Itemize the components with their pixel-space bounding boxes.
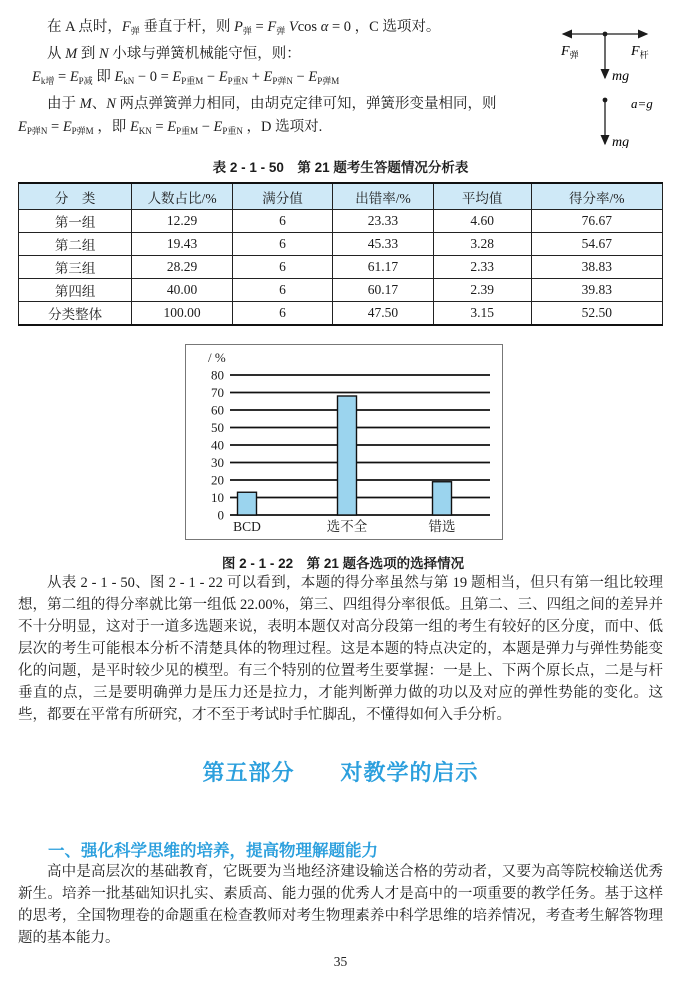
- table-header-cell: 得分率/%: [531, 183, 662, 210]
- bar: [238, 492, 257, 515]
- table-cell: 分类整体: [19, 302, 132, 326]
- rod-force-label: $F_杆$: [631, 44, 649, 60]
- table-cell: 60.17: [333, 279, 433, 302]
- table-cell: 第二组: [19, 233, 132, 256]
- table-row: [19, 233, 663, 256]
- chart-caption: 图 2 - 1 - 22 第 21 题各选项的选择情况: [221, 556, 465, 571]
- table-header-cell: 平均值: [433, 183, 531, 210]
- analysis-paragraph: 从表 2 - 1 - 50、图 2 - 1 - 22 可以看到，本题的得分率虽然与第 19 题相当，但只有第一组比较理想，第二组的得分率就比第一组低 22.00%，第三、四组得分率很低。且第二、三、四组之间的差异并不十分明显，这对于一道多选题来说，表明本题仅对高分段第一组的考生有较好的区分度，而中、低层次的考生可能根本分析不清楚具体的物理过程。这是本题的特点决定的，本题是弹力与弹性势能变化的问题，是平时较少见的模型。有三个特别的位置考生要掌握：一是上、下两个原长点，二是与杆垂直的点，三是要明确弹力是压力还是拉力，才能判断弹力做的功以及对应的弹性势能的变化。这些，都要在平常有所研究，才不至于考试时手忙脚乱，不懂得如何入手分析。: [18, 575, 663, 723]
- table-row: [19, 210, 663, 233]
- formula-line: $E_{k增} = E_{P减}$ 即 $E_{kN} - 0 = E_{P重M} - E_{P重N} + E_{P弹N} - E_{P弹M}$: [32, 69, 340, 86]
- spring-force-label: $F_弹$: [561, 44, 579, 60]
- y-tick-label: 80: [211, 367, 224, 383]
- table-cell: 61.17: [333, 256, 433, 279]
- table-cell: 12.29: [132, 210, 232, 233]
- table-row: [19, 256, 663, 279]
- y-tick-label: 20: [211, 472, 224, 488]
- y-tick-label: 50: [211, 420, 224, 435]
- table-header-row: [19, 183, 663, 210]
- table-header-cell: 分 类: [19, 183, 132, 210]
- bar: [433, 482, 452, 515]
- page-number: 35: [333, 954, 348, 969]
- table-cell: 6: [232, 302, 332, 326]
- formula-line: $E_{P弹N} = E_{P弹M}$ ，即 $E_{KN} = E_{P重M} - E_{P重N}$ ，D 选项对.: [18, 119, 323, 136]
- table-cell: 第一组: [19, 210, 132, 233]
- table-cell: 45.33: [333, 233, 433, 256]
- y-tick-label: 60: [211, 402, 224, 418]
- stats-table: [18, 182, 663, 326]
- table-cell: 6: [232, 210, 332, 233]
- y-tick-label: 40: [211, 437, 224, 453]
- formula-line: 在 A 点时，$F_弹$ 垂直于杆，则 $P_弹 = F_弹$ Vcos α = 0 ，C 选项对。: [47, 19, 441, 36]
- y-tick-label: 30: [211, 455, 224, 470]
- x-category-label: BCD: [233, 519, 261, 534]
- table-cell: 39.83: [531, 279, 662, 302]
- y-tick-label: 0: [217, 507, 224, 523]
- table-cell: 2.39: [433, 279, 531, 302]
- table-cell: 3.28: [433, 233, 531, 256]
- table-header-cell: 人数占比/%: [132, 183, 232, 210]
- table-cell: 第四组: [19, 279, 132, 302]
- table-cell: 28.29: [132, 256, 232, 279]
- table-cell: 2.33: [433, 256, 531, 279]
- table-cell: 4.60: [433, 210, 531, 233]
- intro-block: [18, 16, 663, 146]
- table-cell: 76.67: [531, 210, 662, 233]
- table-caption: 表 2 - 1 - 50 第 21 题考生答题情况分析表: [212, 160, 469, 175]
- table-cell: 3.15: [433, 302, 531, 326]
- x-category-label: 选不全: [326, 519, 368, 534]
- teaching-paragraph: 高中是高层次的基础教育，它既要为当地经济建设输送合格的劳动者，又要为高等院校输送优秀新生。培养一批基础知识扎实、素质高、能力强的优秀人才是高中的一项重要的教学任务。基于这样的思考，全国物理卷的命题重在检查教师对考生物理素养中科学思维的培养情况，考查考生解答物理题的基本能力。: [18, 864, 663, 946]
- subsection-title: 一、强化科学思维的培养，提高物理解题能力: [48, 842, 378, 860]
- table-cell: 23.33: [333, 210, 433, 233]
- chart-figure: [185, 344, 501, 572]
- table-cell: 38.83: [531, 256, 662, 279]
- table-cell: 40.00: [132, 279, 232, 302]
- bar-chart-svg: [186, 345, 502, 539]
- section-title: 第五部分 对教学的启示: [202, 760, 479, 785]
- table-cell: 6: [232, 279, 332, 302]
- table-header-cell: 出错率/%: [333, 183, 433, 210]
- table-header-cell: 满分值: [232, 183, 332, 210]
- bar-chart: [185, 344, 503, 540]
- table-row: [19, 302, 663, 326]
- table-cell: 6: [232, 256, 332, 279]
- formula-line: 由于 M、N 两点弹簧弹力相同，由胡克定律可知，弹簧形变量相同，则: [47, 96, 497, 112]
- bar: [338, 396, 357, 515]
- mg-bottom-label: mg: [612, 135, 630, 148]
- x-category-label: 错选: [428, 519, 456, 534]
- table-row: [19, 279, 663, 302]
- table-cell: 6: [232, 233, 332, 256]
- force-diagram: [543, 18, 661, 148]
- table-cell: 47.50: [333, 302, 433, 326]
- mg-top-label: mg: [612, 69, 630, 84]
- table-cell: 19.43: [132, 233, 232, 256]
- y-tick-label: 70: [211, 385, 224, 400]
- table-cell: 54.67: [531, 233, 662, 256]
- y-tick-label: 10: [211, 490, 224, 505]
- table-cell: 52.50: [531, 302, 662, 326]
- acceleration-label: a=g: [631, 96, 653, 111]
- y-axis-unit-label: / %: [208, 350, 226, 365]
- table-cell: 第三组: [19, 256, 132, 279]
- formula-line: 从 M 到 N 小球与弹簧机械能守恒，则：: [47, 46, 301, 62]
- table-cell: 100.00: [132, 302, 232, 326]
